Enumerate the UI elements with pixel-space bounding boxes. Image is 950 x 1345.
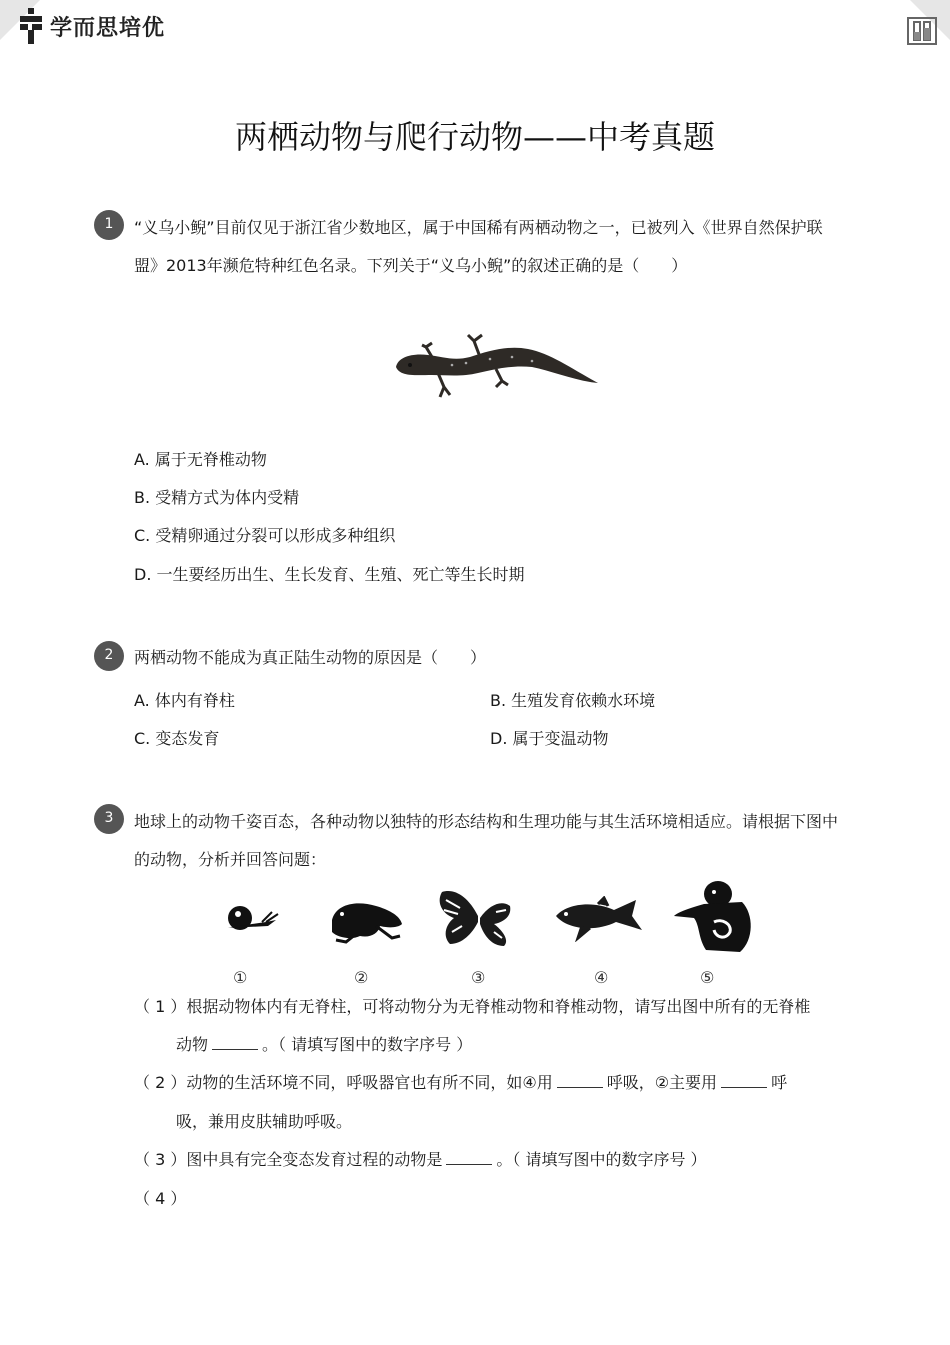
option-b: B. 受精方式为体内受精	[134, 488, 300, 507]
sub-question-2-text-end: 呼	[771, 1073, 788, 1092]
brand-logo	[18, 8, 165, 44]
option-a: A. 属于无脊椎动物	[134, 450, 267, 469]
sub-question-1-text: （ 1 ）根据动物体内有无脊柱，可将动物分为无脊椎动物和脊椎动物，请写出图中所有的无脊椎	[134, 997, 811, 1016]
answer-blank[interactable]	[721, 1073, 767, 1088]
snail-image	[222, 898, 280, 938]
figure-label-4: ④	[594, 968, 609, 987]
option-c: C. 受精卵通过分裂可以形成多种组织	[134, 526, 396, 545]
sub-question-1	[134, 988, 844, 1026]
sub-question-1-text-cont: 动物	[176, 1035, 209, 1054]
sub-question-3-text: （ 3 ）图中具有完全变态发育过程的动物是	[134, 1150, 443, 1169]
sub-question-1-cont	[176, 1026, 836, 1064]
question-number-badge: 1	[94, 210, 124, 240]
figure-label-2: ②	[354, 968, 369, 987]
option-b: B. 生殖发育依赖水环境	[490, 691, 656, 710]
sub-question-4	[134, 1180, 844, 1218]
question-number-badge: 2	[94, 641, 124, 671]
monkey-image	[670, 878, 758, 958]
sub-question-2	[134, 1064, 844, 1102]
option-a: A. 体内有脊柱	[134, 691, 235, 710]
question-3-text: 地球上的动物千姿百态，各种动物以独特的形态结构和生理功能与其生活环境相适应。请根据下图中的动物，分析并回答问题：	[134, 812, 839, 869]
lab-beaker-icon	[906, 14, 938, 46]
butterfly-image	[432, 886, 524, 950]
sub-question-3	[134, 1141, 844, 1179]
answer-blank[interactable]	[557, 1073, 603, 1088]
sub-question-2-text-cont: 吸，兼用皮肤辅助呼吸。	[176, 1112, 353, 1131]
sub-question-2-text-mid: 呼吸，②主要用	[606, 1073, 718, 1092]
option-c: C. 变态发育	[134, 729, 220, 748]
salamander-image	[392, 325, 604, 405]
sub-question-4-text: （ 4 ）	[134, 1189, 187, 1208]
answer-blank[interactable]	[212, 1035, 258, 1050]
sub-question-2-text: （ 2 ）动物的生活环境不同，呼吸器官也有所不同，如④用	[134, 1073, 553, 1092]
sub-question-3-hint: 。（ 请填写图中的数字序号 ）	[496, 1150, 707, 1169]
figure-label-3: ③	[471, 968, 486, 987]
question-2-text: 两栖动物不能成为真正陆生动物的原因是（ ）	[134, 648, 487, 667]
question-number-badge: 3	[94, 804, 124, 834]
option-d: D. 属于变温动物	[490, 729, 609, 748]
answer-blank[interactable]	[446, 1150, 492, 1165]
option-d: D. 一生要经历出生、生长发育、生殖、死亡等生长时期	[134, 565, 525, 584]
brand-name: 学而思培优	[50, 15, 166, 41]
sub-question-2-cont	[176, 1103, 836, 1141]
question-1-text: “义乌小鲵”目前仅见于浙江省少数地区，属于中国稀有两栖动物之一，已被列入《世界自然保护联盟》2013年濒危特种红色名录。下列关于“义乌小鲵”的叙述正确的是（ ）	[134, 218, 823, 275]
figure-label-5: ⑤	[700, 968, 715, 987]
page-title: 两栖动物与爬行动物——中考真题	[234, 118, 715, 156]
figure-label-1: ①	[233, 968, 248, 987]
brand-logo-icon	[18, 8, 46, 44]
frog-image	[326, 894, 406, 944]
sub-question-1-hint: 。（ 请填写图中的数字序号 ）	[262, 1035, 473, 1054]
fish-image	[552, 896, 646, 942]
